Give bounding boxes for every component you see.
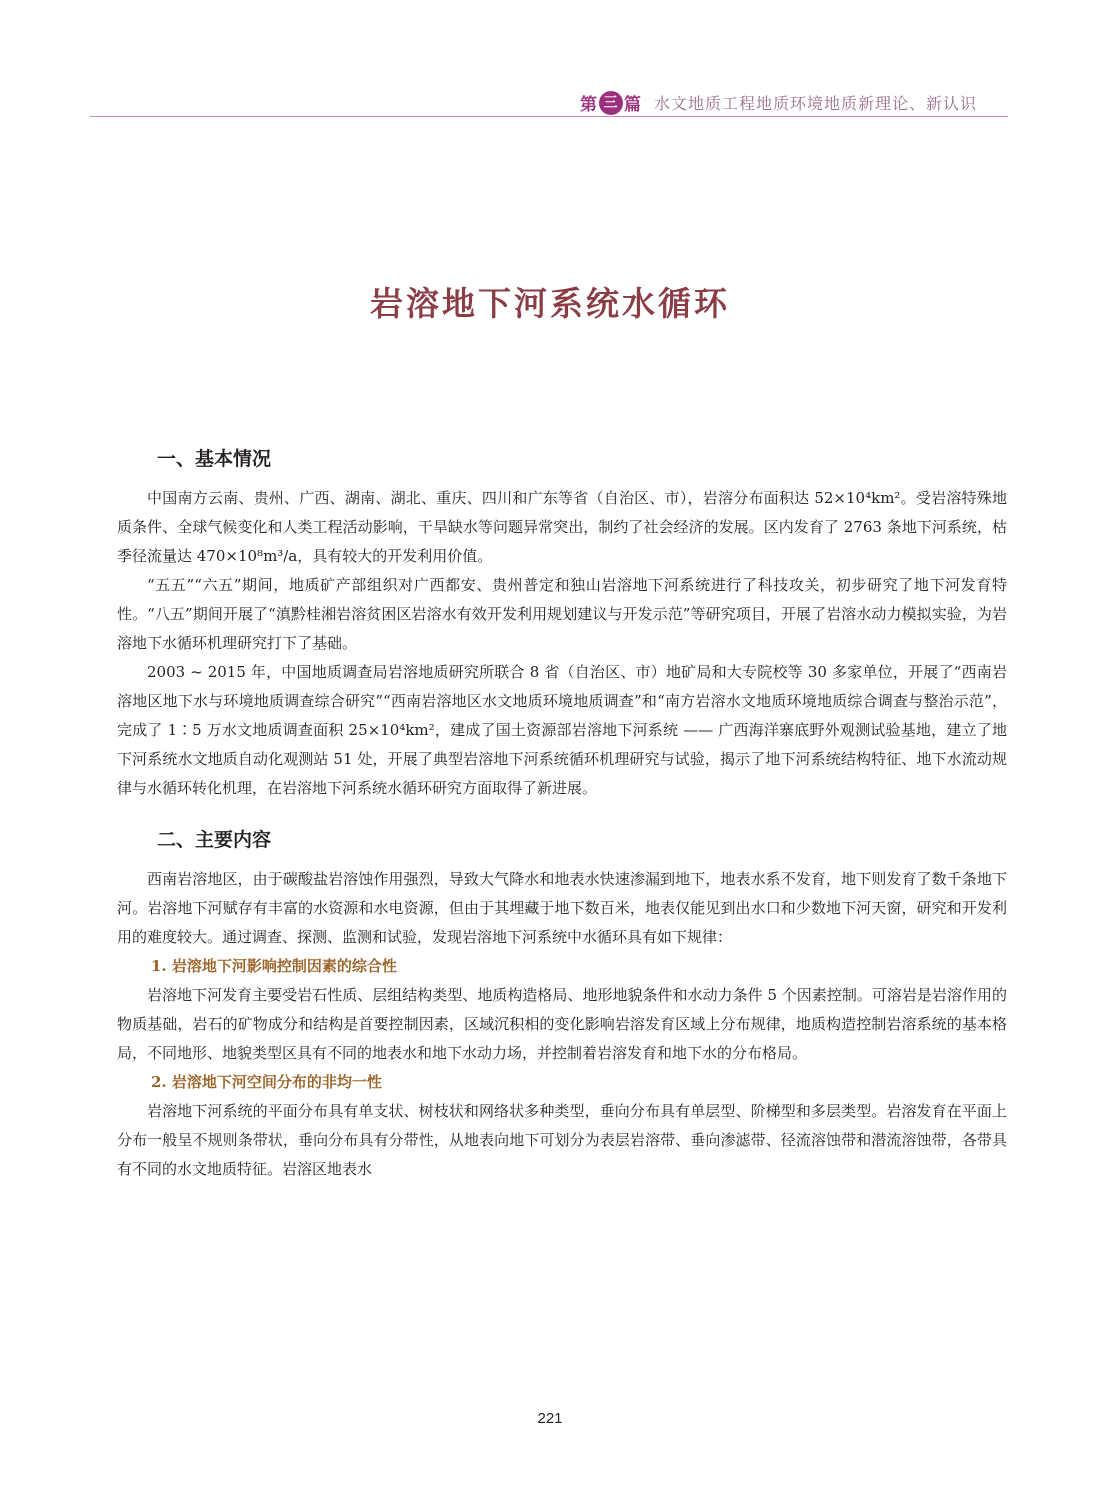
part-number-badge: 三 xyxy=(599,91,623,115)
article-title: 岩溶地下河系统水循环 xyxy=(370,284,730,323)
paragraph: 中国南方云南、贵州、广西、湖南、湖北、重庆、四川和广东等省（自治区、市），岩溶分布面积达 52×10⁴km²。受岩溶特殊地质条件、全球气候变化和人类工程活动影响，干旱缺水等问题异常突出，制约了社会经济的发展。区内发育了 2763 条地下河系统，枯季径流量达 470×10⁸m³/a，具有较大的开发利用价值。 xyxy=(117,489,1007,565)
section-heading-main-content: 二、主要内容 xyxy=(157,829,272,851)
part-label xyxy=(580,90,642,117)
page-number: 221 xyxy=(537,1410,563,1427)
section-heading-basic: 一、基本情况 xyxy=(157,448,272,470)
part-title: 水文地质工程地质环境地质新理论、新认识 xyxy=(654,94,978,113)
running-header xyxy=(580,84,1010,124)
paragraph: “五五”“六五”期间，地质矿产部组织对广西都安、贵州普定和独山岩溶地下河系统进行了科技攻关，初步研究了地下河发育特性。“八五”期间开展了“滇黔桂湘岩溶贫困区岩溶水有效开发利用规划建议与开发示范”等研究项目，开展了岩溶水动力模拟实验，为岩溶地下水循环机理研究打下了基础。 xyxy=(117,576,1007,652)
subsection-heading: 2. 岩溶地下河空间分布的非均一性 xyxy=(151,1073,382,1091)
article-body xyxy=(117,444,1007,1184)
paragraph: 岩溶地下河系统的平面分布具有单支状、树枝状和网络状多种类型，垂向分布具有单层型、阶梯型和多层类型。岩溶发育在平面上分布一般呈不规则条带状，垂向分布具有分带性，从地表向地下可划分为表层岩溶带、垂向渗滤带、径流溶蚀带和潜流溶蚀带，各带具有不同的水文地质特征。岩溶区地表水 xyxy=(117,1102,1007,1178)
part-prefix: 第 xyxy=(580,95,598,115)
paragraph: 西南岩溶地区，由于碳酸盐岩溶蚀作用强烈，导致大气降水和地表水快速渗漏到地下，地表水系不发育，地下则发育了数千条地下河。岩溶地下河赋存有丰富的水资源和水电资源，但由于其埋藏于地下数百米，地表仅能见到出水口和少数地下河天窗，研究和开发利用的难度较大。通过调查、探测、监测和试验，发现岩溶地下河系统中水循环具有如下规律： xyxy=(117,870,1007,946)
paragraph: 2003 ~ 2015 年，中国地质调查局岩溶地质研究所联合 8 省（自治区、市）地矿局和大专院校等 30 多家单位，开展了“西南岩溶地区地下水与环境地质调查综合研究”“西南岩溶地区水文地质环境地质调查”和“南方岩溶水文地质环境地质综合调查与整治示范”，完成了 1∶5 万水文地质调查面积 25×10⁴km²，建成了国土资源部岩溶地下河系统 —— 广西海洋寨底野外观测试验基地，建立了地下河系统水文地质自动化观测站 51 处，开展了典型岩溶地下河系统循环机理研究与试验，揭示了地下河系统结构特征、地下水流动规律与水循环转化机理，在岩溶地下河系统水循环研究方面取得了新进展。 xyxy=(117,663,1007,797)
subsection-heading: 1. 岩溶地下河影响控制因素的综合性 xyxy=(151,957,397,975)
part-suffix: 篇 xyxy=(624,95,642,115)
header-divider xyxy=(90,116,1008,117)
paragraph: 岩溶地下河发育主要受岩石性质、层组结构类型、地质构造格局、地形地貌条件和水动力条件 5 个因素控制。可溶岩是岩溶作用的物质基础，岩石的矿物成分和结构是首要控制因素，区域沉积相的变化影响岩溶发育区域上分布规律，地质构造控制岩溶系统的基本格局，不同地形、地貌类型区具有不同的地表水和地下水动力场，并控制着岩溶发育和地下水的分布格局。 xyxy=(117,986,1007,1062)
